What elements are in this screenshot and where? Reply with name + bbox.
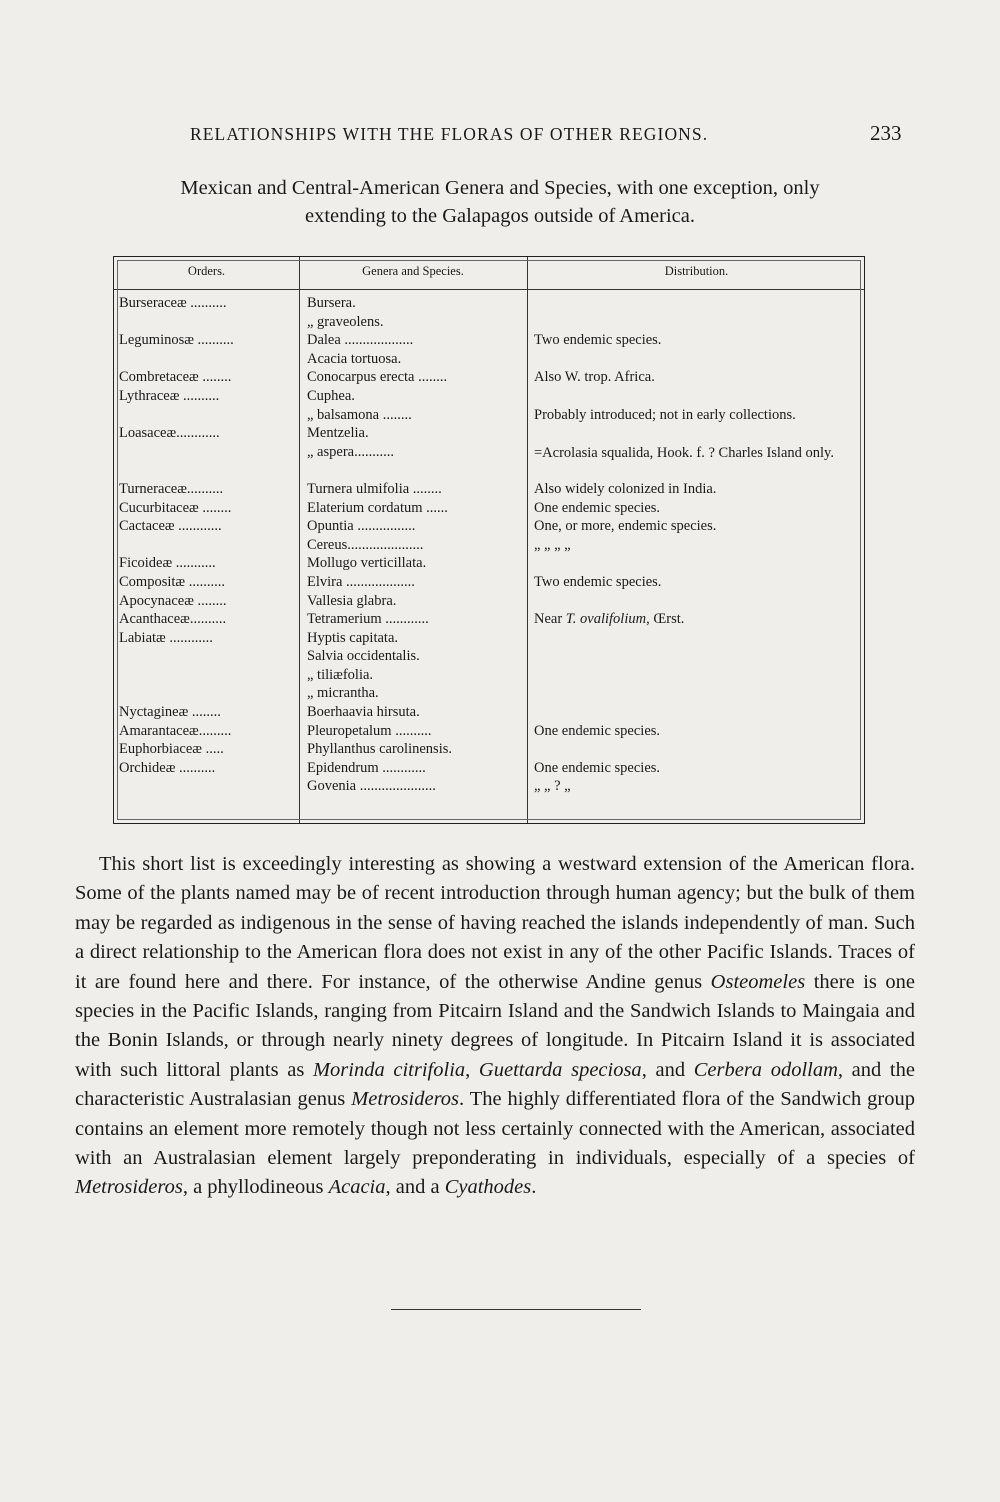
table-row — [114, 500, 866, 519]
text-run: , and a — [385, 1176, 445, 1199]
text-run: , a phyllodineous — [182, 1176, 329, 1199]
table-row — [114, 407, 866, 426]
order-cell: Nyctagineæ ........ — [119, 704, 221, 721]
italic-species: T. ovalifolium — [565, 611, 647, 628]
paragraph — [75, 850, 915, 1203]
table-row — [114, 425, 866, 444]
italic-genus: Metrosideros — [351, 1088, 460, 1111]
italic-genus: Cyathodes — [444, 1176, 532, 1199]
distribution-cell: „ „ ? „ — [534, 778, 571, 795]
genus-cell: Conocarpus erecta ........ — [307, 369, 448, 386]
order-cell: Labiatæ ............ — [119, 629, 213, 646]
order-cell: Combretaceæ ........ — [119, 369, 232, 386]
order-cell: Cactaceæ ............ — [119, 518, 222, 535]
genus-cell: Mentzelia. — [307, 425, 369, 442]
genus-cell: Vallesia glabra. — [307, 592, 397, 609]
text-run: , and the characteristic Australasian genus — [75, 1058, 915, 1111]
order-cell: Orchideæ .......... — [119, 759, 216, 776]
header-distribution: Distribution. — [664, 264, 729, 278]
order-cell: Burseraceæ .......... — [119, 295, 227, 311]
order-cell: Cucurbitaceæ ........ — [119, 499, 232, 516]
genus-cell: „ tiliæfolia. — [307, 666, 374, 683]
table-row — [114, 314, 866, 333]
running-head — [0, 121, 1000, 148]
distribution-cell: Probably introduced; not in early collections. — [534, 406, 796, 423]
genus-cell: Mollugo verticillata. — [307, 555, 427, 572]
text-run: , and — [641, 1058, 694, 1081]
genus-cell: Acacia tortuosa. — [307, 350, 402, 367]
genus-cell: Boerhaavia hirsuta. — [307, 704, 420, 721]
genus-cell: Cuphea. — [307, 387, 355, 404]
distribution-cell: One endemic species. — [534, 722, 661, 739]
italic-genus: Acacia — [328, 1176, 386, 1199]
running-title: RELATIONSHIPS WITH THE FLORAS OF OTHER REGIONS. — [190, 124, 709, 144]
table-caption — [90, 174, 910, 230]
table-row — [114, 648, 866, 667]
order-cell: Apocynaceæ ........ — [119, 592, 227, 609]
genus-cell: Phyllanthus carolinensis. — [307, 741, 452, 758]
italic-species: Cerbera odollam — [693, 1058, 838, 1081]
order-cell: Compositæ .......... — [119, 573, 225, 590]
text-run: there is one species in the Pacific Islands, ranging from Pitcairn Island and the Sandwich Islands to Maingaia and the Bonin Islands, or through nearly ninety degrees of longitude. In Pitcairn Island it is associated with such littoral plants as — [75, 970, 916, 1081]
table-row — [114, 481, 866, 500]
genus-cell: Tetramerium ............ — [307, 611, 429, 628]
distribution-cell: Also widely colonized in India. — [534, 480, 717, 497]
order-cell: Leguminosæ .......... — [119, 332, 234, 349]
distribution-cell: One, or more, endemic species. — [534, 518, 717, 535]
body-paragraph — [75, 850, 915, 1203]
genus-cell: Hyptis capitata. — [307, 629, 399, 646]
distribution-cell: Also W. trop. Africa. — [534, 369, 655, 386]
text-run: . The highly differentiated flora of the Sandwich group contains an element more remotely though not less certainly connected with the American, associated with an Australasian element largely preponderating in individuals, especially of a species of — [75, 1088, 915, 1170]
table-row — [114, 611, 866, 630]
italic-species: Guettarda speciosa — [478, 1058, 642, 1081]
genus-cell: „ aspera........... — [307, 443, 394, 460]
genus-cell: Bursera. — [307, 295, 356, 311]
text-run: . — [531, 1176, 537, 1199]
table-row — [114, 630, 866, 649]
genus-cell: Opuntia ................ — [307, 518, 416, 535]
italic-genus: Osteomeles — [710, 970, 806, 993]
distribution-cell: One endemic species. — [534, 759, 661, 776]
genus-cell: Dalea ................... — [307, 332, 414, 349]
text-run: This short list is exceedingly interesting as showing a westward extension of the American flora. Some of the plants named may be of recent introduction through human agency; but the bulk of them may be regarded as indigenous in the sense of having reached the islands independently of man. Such a direct relationship to the American flora does not exist in any of the other Pacific Islands. Traces of it are found here and there. For instance, of the otherwise Andine genus — [75, 853, 915, 993]
italic-genus: Metrosideros — [75, 1176, 183, 1199]
header-orders: Orders. — [187, 264, 226, 278]
genus-cell: Salvia occidentalis. — [307, 648, 420, 665]
genus-cell: „ balsamona ........ — [307, 406, 412, 423]
table-row — [114, 704, 866, 723]
page-number: 233 — [870, 121, 902, 145]
caption-line-1: Mexican and Central-American Genera and Species, with one exception, only — [180, 177, 820, 199]
genus-cell: Elvira ................... — [307, 573, 415, 590]
order-cell: Loasaceæ............ — [119, 425, 220, 442]
table-row — [114, 574, 866, 593]
genus-cell: Govenia ..................... — [307, 778, 436, 795]
distribution-cell: Two endemic species. — [534, 573, 662, 590]
table-row — [114, 369, 866, 388]
table-row — [114, 741, 866, 760]
table-row — [114, 444, 866, 463]
italic-species: Morinda citrifolia — [312, 1058, 466, 1081]
genus-cell: Elaterium cordatum ...... — [307, 499, 448, 516]
order-cell: Ficoideæ ........... — [119, 555, 216, 572]
distribution-cell: =Acrolasia squalida, Hook. f. ? Charles Island only. — [534, 444, 834, 461]
caption-line-2: extending to the Galapagos outside of America. — [305, 205, 695, 227]
table-row — [114, 723, 866, 742]
order-cell: Euphorbiaceæ ..... — [119, 741, 224, 758]
genus-cell: Epidendrum ............ — [307, 759, 426, 776]
distribution-cell: One endemic species. — [534, 499, 661, 516]
header-rule — [114, 289, 864, 290]
genus-cell: „ micrantha. — [307, 685, 379, 702]
closing-rule — [391, 1309, 641, 1310]
order-cell: Acanthaceæ.......... — [119, 611, 227, 628]
order-cell: Turneraceæ.......... — [119, 480, 224, 497]
genus-cell: Pleuropetalum .......... — [307, 722, 432, 739]
table-row — [114, 518, 866, 537]
table-body — [114, 295, 866, 797]
order-cell: Amarantaceæ......... — [119, 722, 232, 739]
table-row — [114, 388, 866, 407]
table-row — [114, 537, 866, 556]
table-row — [114, 685, 866, 704]
genus-cell: Turnera ulmifolia ........ — [307, 480, 442, 497]
table-row — [114, 778, 866, 797]
table-row — [114, 667, 866, 686]
table-row — [114, 462, 866, 481]
header-genera: Genera and Species. — [362, 264, 464, 278]
table-row — [114, 760, 866, 779]
table-row — [114, 593, 866, 612]
table-row — [114, 295, 866, 314]
order-cell: Lythraceæ .......... — [119, 387, 220, 404]
table-row — [114, 332, 866, 351]
table-row — [114, 351, 866, 370]
genera-table — [113, 256, 865, 824]
distribution-cell: Near T. ovalifolium, Œrst. — [534, 611, 685, 628]
text-run: , — [465, 1058, 479, 1081]
table-row — [114, 555, 866, 574]
genus-cell: „ graveolens. — [307, 313, 384, 330]
distribution-cell: Two endemic species. — [534, 332, 662, 349]
genus-cell: Cereus..................... — [307, 536, 424, 553]
distribution-cell: „ „ „ „ — [534, 536, 571, 553]
